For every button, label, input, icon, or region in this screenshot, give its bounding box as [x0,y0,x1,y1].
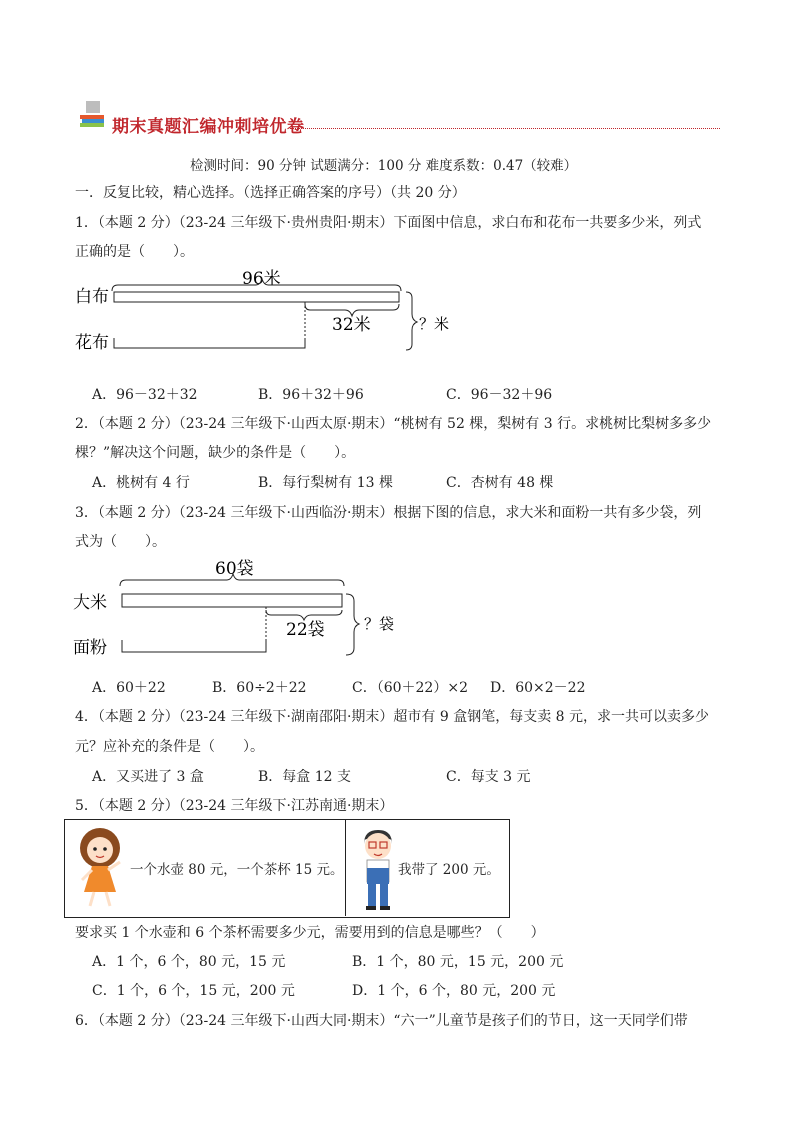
books-logo-icon [78,101,106,129]
question-3-option-d[interactable]: D．60×2－22 [490,680,586,696]
question-1-option-a[interactable]: A．96－32＋32 [92,387,198,403]
question-3-line-2: 式为（ ）。 [75,534,166,550]
diagram-row-2-label: 花布 [75,333,109,353]
question-2-line-1: 2．（本题 2 分）（23-24 三年级下·山西太原·期末）“桃树有 52 棵，梨树有 3 行。求桃树比梨树多多少 [75,416,712,432]
question-4-option-b[interactable]: B．每盒 12 支 [258,769,352,785]
question-3-line-diagram [68,556,468,666]
question-3-line-1: 3．（本题 2 分）（23-24 三年级下·山西临汾·期末）根据下图的信息，求大米和面粉一共有多少袋，列 [75,505,702,521]
girl-speech-text: 一个水壶 80 元，一个茶杯 15 元。 [130,862,344,878]
question-5-option-c[interactable]: C．1 个，6 个，15 元，200 元 [92,983,295,999]
question-5-line-1: 5．（本题 2 分）（23-24 三年级下·江苏南通·期末） [75,798,394,814]
question-2-option-c[interactable]: C．杏树有 48 棵 [446,475,554,491]
diagram-difference-label: 32米 [332,315,371,335]
diagram-row-1-label: 大米 [73,593,107,613]
illustration-divider [345,819,346,916]
diagram-total-length-label: 60袋 [215,559,254,579]
question-1-line-2: 正确的是（ ）。 [75,244,194,260]
question-5-option-d[interactable]: D．1 个，6 个，80 元，200 元 [352,983,556,999]
question-1-option-c[interactable]: C．96－32＋96 [446,387,553,403]
question-4-option-a[interactable]: A．又买进了 3 盒 [92,769,204,785]
question-1-option-b[interactable]: B．96＋32＋96 [258,387,364,403]
question-3-option-c[interactable]: C．（60＋22）×2 [352,680,468,696]
diagram-difference-label: 22袋 [286,620,325,640]
question-4-line-1: 4．（本题 2 分）（23-24 三年级下·湖南邵阳·期末）超市有 9 盒钢笔，每支卖 8 元，求一共可以卖多少 [75,709,710,725]
question-3-option-b[interactable]: B．60÷2＋22 [212,680,307,696]
diagram-question-label: ？袋 [364,615,395,633]
question-2-option-a[interactable]: A．桃树有 4 行 [92,475,190,491]
boy-speech-text: 我带了 200 元。 [398,862,500,878]
question-4-line-2: 元？应补充的条件是（ ）。 [75,739,264,755]
question-2-line-2: 棵？”解决这个问题，缺少的条件是（ ）。 [75,445,356,461]
question-5-prompt: 要求买 1 个水壶和 6 个茶杯需要多少元，需要用到的信息是哪些？（ ） [75,925,545,941]
diagram-total-length-label: 96米 [242,269,281,289]
question-5-option-b[interactable]: B．1 个，80 元，15 元，200 元 [352,954,564,970]
page-title: 期末真题汇编冲刺培优卷 [112,117,305,137]
girl-character-icon [72,826,128,910]
section-heading: 一．反复比较，精心选择。（选择正确答案的序号）（共 20 分） [75,185,466,201]
question-2-option-b[interactable]: B．每行梨树有 13 棵 [258,475,394,491]
diagram-row-1-label: 白布 [75,287,109,307]
diagram-question-label: ？米 [419,315,450,333]
title-divider [290,128,720,129]
question-5-option-a[interactable]: A．1 个，6 个，80 元，15 元 [92,954,286,970]
diagram-row-2-label: 面粉 [73,638,107,658]
boy-character-icon [356,826,400,912]
question-1-line-1: 1．（本题 2 分）（23-24 三年级下·贵州贵阳·期末）下面图中信息，求白布和花布一共要多少米，列式 [75,215,702,231]
exam-meta: 检测时间：90 分钟 试题满分：100 分 难度系数：0.47（较难） [190,158,578,174]
question-6-line-1: 6．（本题 2 分）（23-24 三年级下·山西大同·期末）“六一”儿童节是孩子们的节日，这一天同学们带 [75,1013,688,1029]
question-1-line-diagram [70,266,470,356]
question-4-option-c[interactable]: C．每支 3 元 [446,769,531,785]
question-3-option-a[interactable]: A．60＋22 [92,680,166,696]
